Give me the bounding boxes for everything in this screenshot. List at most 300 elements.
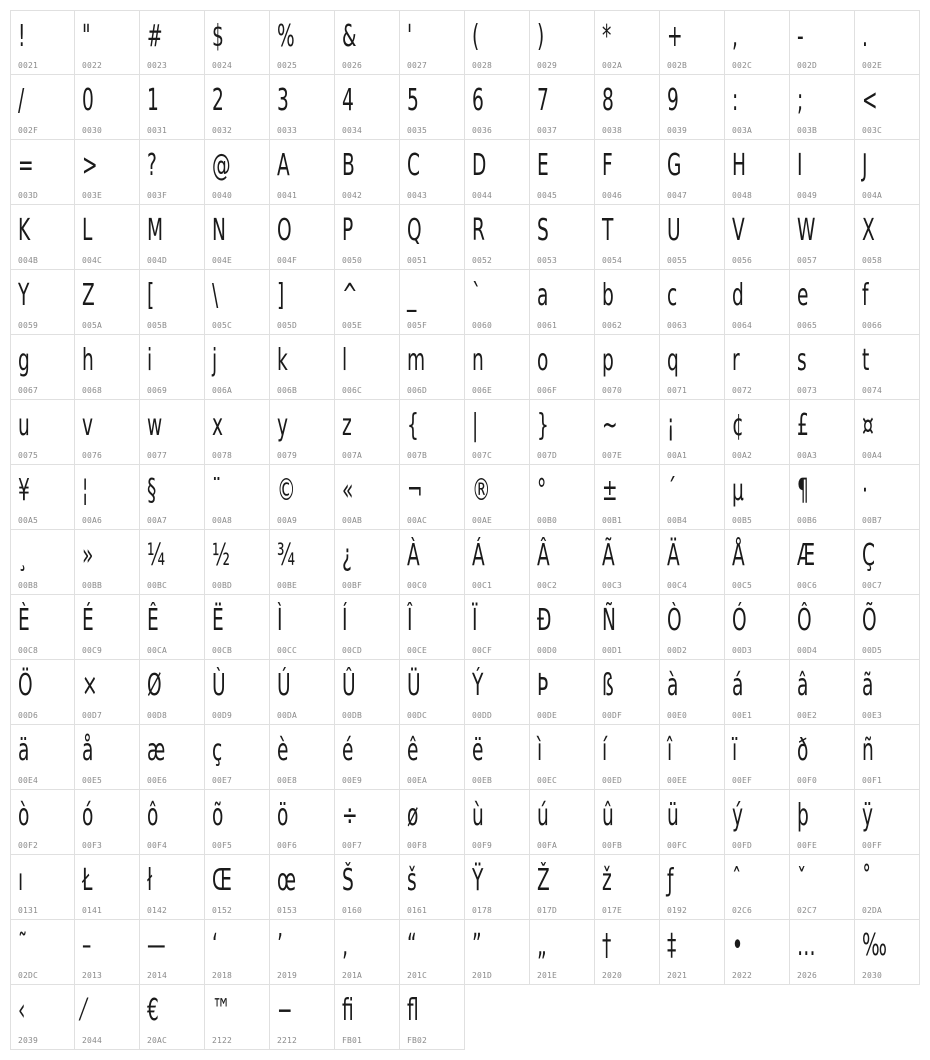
glyph-cell bbox=[595, 335, 660, 400]
glyph-code: 00B6 bbox=[797, 516, 818, 525]
glyph-char: 5 bbox=[407, 83, 419, 118]
glyph-code: 02C7 bbox=[797, 906, 818, 915]
glyph-cell bbox=[400, 400, 465, 465]
glyph-char: P bbox=[342, 213, 354, 248]
glyph-code: 00CA bbox=[147, 646, 168, 655]
glyph-cell bbox=[530, 335, 595, 400]
glyph-code: FB02 bbox=[407, 1036, 428, 1045]
glyph-code: 00A6 bbox=[82, 516, 103, 525]
glyph-code: 00EB bbox=[472, 776, 493, 785]
glyph-char: q bbox=[667, 343, 679, 378]
glyph-char: m bbox=[407, 343, 426, 378]
glyph-code: 00B7 bbox=[862, 516, 883, 525]
glyph-cell bbox=[140, 660, 205, 725]
glyph-cell bbox=[270, 400, 335, 465]
glyph-cell bbox=[465, 205, 530, 270]
glyph-code: 00D4 bbox=[797, 646, 818, 655]
glyph-grid bbox=[10, 10, 920, 1050]
glyph-char: ã bbox=[862, 668, 874, 703]
glyph-code: 0040 bbox=[212, 191, 233, 200]
glyph-char: û bbox=[602, 798, 614, 833]
glyph-char: Ô bbox=[797, 603, 812, 638]
glyph-code: 0066 bbox=[862, 321, 883, 330]
glyph-code: 00DE bbox=[537, 711, 558, 720]
glyph-cell bbox=[790, 140, 855, 205]
glyph-code: 00CD bbox=[342, 646, 363, 655]
glyph-code: 00B5 bbox=[732, 516, 753, 525]
glyph-code: 0060 bbox=[472, 321, 493, 330]
glyph-char: Œ bbox=[212, 863, 232, 898]
glyph-cell bbox=[595, 465, 660, 530]
glyph-code: 00BF bbox=[342, 581, 363, 590]
glyph-code: 00D9 bbox=[212, 711, 233, 720]
glyph-char: ž bbox=[602, 863, 612, 898]
glyph-char: … bbox=[797, 928, 816, 963]
glyph-code: 00B4 bbox=[667, 516, 688, 525]
glyph-code: 0052 bbox=[472, 256, 493, 265]
glyph-code: 2122 bbox=[212, 1036, 233, 1045]
glyph-cell bbox=[465, 920, 530, 985]
glyph-cell bbox=[595, 400, 660, 465]
glyph-code: 00E4 bbox=[18, 776, 39, 785]
glyph-char: $ bbox=[212, 19, 224, 54]
glyph-cell bbox=[75, 790, 140, 855]
glyph-code: 00C1 bbox=[472, 581, 493, 590]
glyph-cell bbox=[140, 725, 205, 790]
glyph-char: i bbox=[147, 343, 153, 378]
glyph-char: H bbox=[732, 148, 746, 183]
glyph-cell bbox=[530, 270, 595, 335]
glyph-char: õ bbox=[212, 798, 224, 833]
glyph-char: Ñ bbox=[602, 603, 616, 638]
glyph-cell bbox=[205, 335, 270, 400]
glyph-char: ⁄ bbox=[82, 993, 86, 1028]
glyph-cell bbox=[75, 465, 140, 530]
glyph-code: 00D1 bbox=[602, 646, 623, 655]
glyph-code: 006E bbox=[472, 386, 493, 395]
glyph-char: ± bbox=[602, 473, 618, 508]
glyph-char: ¡ bbox=[667, 408, 675, 443]
glyph-char: ˆ bbox=[732, 863, 742, 898]
glyph-code: 00EE bbox=[667, 776, 688, 785]
glyph-code: 00D2 bbox=[667, 646, 688, 655]
glyph-cell bbox=[595, 855, 660, 920]
glyph-code: 00E7 bbox=[212, 776, 233, 785]
glyph-cell bbox=[855, 140, 920, 205]
glyph-char: ¾ bbox=[277, 538, 296, 573]
glyph-cell bbox=[725, 530, 790, 595]
glyph-cell bbox=[75, 335, 140, 400]
glyph-char: K bbox=[18, 213, 31, 248]
glyph-cell bbox=[855, 75, 920, 140]
glyph-cell bbox=[465, 855, 530, 920]
glyph-code: 02C6 bbox=[732, 906, 753, 915]
glyph-char: f bbox=[862, 278, 869, 313]
glyph-char: ï bbox=[732, 733, 738, 768]
glyph-code: 0026 bbox=[342, 61, 363, 70]
glyph-code: 00FD bbox=[732, 841, 753, 850]
glyph-char: Ã bbox=[602, 538, 615, 573]
glyph-char: Á bbox=[472, 538, 485, 573]
glyph-cell bbox=[75, 920, 140, 985]
glyph-cell bbox=[140, 10, 205, 75]
glyph-code: 0029 bbox=[537, 61, 558, 70]
glyph-code: 004A bbox=[862, 191, 883, 200]
glyph-cell bbox=[855, 920, 920, 985]
glyph-code: 00C9 bbox=[82, 646, 103, 655]
glyph-code: 20AC bbox=[147, 1036, 168, 1045]
glyph-code: 003A bbox=[732, 126, 753, 135]
glyph-char: J bbox=[862, 148, 868, 183]
glyph-cell bbox=[790, 660, 855, 725]
glyph-cell bbox=[855, 205, 920, 270]
glyph-code: 005B bbox=[147, 321, 168, 330]
glyph-code: 00E2 bbox=[797, 711, 818, 720]
glyph-code: 006B bbox=[277, 386, 298, 395]
glyph-cell bbox=[400, 205, 465, 270]
glyph-char: ç bbox=[212, 733, 223, 768]
glyph-char: o bbox=[537, 343, 549, 378]
glyph-char: L bbox=[82, 213, 93, 248]
glyph-code: 007A bbox=[342, 451, 363, 460]
glyph-cell bbox=[530, 855, 595, 920]
glyph-char: ¢ bbox=[732, 408, 744, 443]
glyph-char: ˇ bbox=[797, 863, 807, 898]
glyph-char: * bbox=[602, 19, 612, 54]
glyph-code: 0075 bbox=[18, 451, 39, 460]
glyph-char: Å bbox=[732, 538, 745, 573]
glyph-cell bbox=[75, 660, 140, 725]
glyph-cell bbox=[140, 465, 205, 530]
glyph-char: z bbox=[342, 408, 352, 443]
glyph-char: Ø bbox=[147, 668, 162, 703]
glyph-code: 2044 bbox=[82, 1036, 103, 1045]
glyph-cell bbox=[400, 920, 465, 985]
glyph-char: Ï bbox=[472, 603, 478, 638]
glyph-code: 0079 bbox=[277, 451, 298, 460]
glyph-char: b bbox=[602, 278, 614, 313]
glyph-cell bbox=[205, 920, 270, 985]
glyph-char: ½ bbox=[212, 538, 231, 573]
glyph-char: ! bbox=[18, 19, 26, 54]
glyph-code: 00F3 bbox=[82, 841, 103, 850]
glyph-char: U bbox=[667, 213, 681, 248]
glyph-code: 2022 bbox=[732, 971, 753, 980]
glyph-code: 005A bbox=[82, 321, 103, 330]
glyph-cell bbox=[855, 595, 920, 660]
glyph-cell bbox=[725, 725, 790, 790]
glyph-cell bbox=[725, 10, 790, 75]
glyph-code: 00D8 bbox=[147, 711, 168, 720]
glyph-code: 00E6 bbox=[147, 776, 168, 785]
glyph-char: Â bbox=[537, 538, 550, 573]
glyph-cell bbox=[660, 140, 725, 205]
glyph-code: 0046 bbox=[602, 191, 623, 200]
glyph-cell bbox=[10, 205, 75, 270]
glyph-cell bbox=[790, 10, 855, 75]
glyph-char: é bbox=[342, 733, 354, 768]
glyph-cell bbox=[725, 335, 790, 400]
glyph-cell bbox=[270, 205, 335, 270]
glyph-char: ~ bbox=[602, 408, 618, 443]
glyph-char: à bbox=[667, 668, 679, 703]
glyph-char: j bbox=[212, 343, 218, 378]
glyph-char: § bbox=[147, 473, 157, 508]
glyph-cell bbox=[790, 205, 855, 270]
glyph-code: 0032 bbox=[212, 126, 233, 135]
glyph-cell bbox=[400, 465, 465, 530]
glyph-cell bbox=[205, 530, 270, 595]
glyph-char: # bbox=[147, 19, 163, 54]
glyph-code: 0062 bbox=[602, 321, 623, 330]
glyph-cell bbox=[530, 725, 595, 790]
glyph-char: Ì bbox=[277, 603, 283, 638]
glyph-cell bbox=[595, 205, 660, 270]
glyph-char: p bbox=[602, 343, 614, 378]
glyph-cell bbox=[530, 400, 595, 465]
glyph-cell bbox=[335, 205, 400, 270]
glyph-char: k bbox=[277, 343, 288, 378]
glyph-cell bbox=[400, 10, 465, 75]
glyph-cell bbox=[270, 595, 335, 660]
glyph-cell bbox=[335, 270, 400, 335]
glyph-code: 00AC bbox=[407, 516, 428, 525]
glyph-cell bbox=[10, 660, 75, 725]
glyph-char: ' bbox=[407, 19, 413, 54]
glyph-cell bbox=[335, 855, 400, 920]
glyph-cell bbox=[335, 465, 400, 530]
glyph-code: 00D7 bbox=[82, 711, 103, 720]
glyph-code: 00E3 bbox=[862, 711, 883, 720]
glyph-code: 00DA bbox=[277, 711, 298, 720]
glyph-cell bbox=[270, 790, 335, 855]
glyph-cell bbox=[725, 595, 790, 660]
glyph-char: V bbox=[732, 213, 745, 248]
glyph-cell bbox=[335, 75, 400, 140]
glyph-char: ” bbox=[472, 928, 482, 963]
glyph-char: Þ bbox=[537, 668, 549, 703]
glyph-code: 00B0 bbox=[537, 516, 558, 525]
glyph-code: 00B1 bbox=[602, 516, 623, 525]
glyph-cell bbox=[790, 465, 855, 530]
glyph-char: - bbox=[797, 19, 804, 54]
glyph-code: 0023 bbox=[147, 61, 168, 70]
glyph-char: T bbox=[602, 213, 614, 248]
glyph-char: ñ bbox=[862, 733, 874, 768]
glyph-code: 017D bbox=[537, 906, 558, 915]
glyph-code: 00DC bbox=[407, 711, 428, 720]
glyph-code: 0038 bbox=[602, 126, 623, 135]
glyph-char: ‹ bbox=[18, 993, 26, 1028]
glyph-code: 0027 bbox=[407, 61, 428, 70]
glyph-cell bbox=[140, 530, 205, 595]
glyph-code: 0034 bbox=[342, 126, 363, 135]
glyph-char: Î bbox=[407, 603, 413, 638]
glyph-code: 007C bbox=[472, 451, 493, 460]
glyph-cell bbox=[465, 140, 530, 205]
glyph-char: ö bbox=[277, 798, 289, 833]
glyph-code: 0053 bbox=[537, 256, 558, 265]
glyph-code: 0131 bbox=[18, 906, 39, 915]
glyph-char: † bbox=[602, 928, 612, 963]
glyph-code: 201E bbox=[537, 971, 558, 980]
glyph-cell bbox=[725, 660, 790, 725]
glyph-char: Ê bbox=[147, 603, 159, 638]
glyph-cell bbox=[270, 985, 335, 1050]
glyph-cell bbox=[465, 530, 530, 595]
glyph-char: ¦ bbox=[82, 473, 89, 508]
glyph-char: © bbox=[277, 473, 296, 508]
glyph-cell bbox=[660, 465, 725, 530]
glyph-char: å bbox=[82, 733, 94, 768]
glyph-char: Ö bbox=[18, 668, 33, 703]
glyph-code: 00E5 bbox=[82, 776, 103, 785]
glyph-code: 00EF bbox=[732, 776, 753, 785]
glyph-char: I bbox=[797, 148, 803, 183]
glyph-char: ÿ bbox=[862, 798, 874, 833]
glyph-code: 0071 bbox=[667, 386, 688, 395]
glyph-char: 9 bbox=[667, 83, 679, 118]
glyph-cell bbox=[10, 270, 75, 335]
glyph-code: 005D bbox=[277, 321, 298, 330]
glyph-char: d bbox=[732, 278, 744, 313]
glyph-char: 0 bbox=[82, 83, 94, 118]
glyph-code: 00F6 bbox=[277, 841, 298, 850]
glyph-cell bbox=[75, 270, 140, 335]
glyph-cell bbox=[205, 10, 270, 75]
glyph-char: ¸ bbox=[18, 538, 28, 573]
glyph-code: 0045 bbox=[537, 191, 558, 200]
glyph-char: t bbox=[862, 343, 870, 378]
glyph-char: E bbox=[537, 148, 549, 183]
glyph-cell bbox=[465, 270, 530, 335]
glyph-cell bbox=[595, 725, 660, 790]
glyph-cell bbox=[725, 140, 790, 205]
glyph-char: œ bbox=[277, 863, 297, 898]
glyph-char: G bbox=[667, 148, 682, 183]
glyph-char: c bbox=[667, 278, 678, 313]
glyph-char: ê bbox=[407, 733, 419, 768]
glyph-char: " bbox=[82, 19, 91, 54]
glyph-cell bbox=[400, 660, 465, 725]
glyph-code: 0069 bbox=[147, 386, 168, 395]
glyph-code: 00F9 bbox=[472, 841, 493, 850]
glyph-char: Ò bbox=[667, 603, 682, 638]
glyph-cell bbox=[270, 270, 335, 335]
glyph-char: O bbox=[277, 213, 292, 248]
glyph-code: 00D0 bbox=[537, 646, 558, 655]
glyph-code: 003B bbox=[797, 126, 818, 135]
glyph-char: Ú bbox=[277, 668, 291, 703]
glyph-cell bbox=[855, 10, 920, 75]
glyph-char: _ bbox=[407, 278, 417, 313]
glyph-char: « bbox=[342, 473, 354, 508]
glyph-cell bbox=[595, 530, 660, 595]
glyph-cell bbox=[790, 595, 855, 660]
glyph-code: 003F bbox=[147, 191, 168, 200]
glyph-code: 00D6 bbox=[18, 711, 39, 720]
glyph-char: ð bbox=[797, 733, 809, 768]
glyph-cell bbox=[660, 270, 725, 335]
glyph-code: 0064 bbox=[732, 321, 753, 330]
glyph-code: 005F bbox=[407, 321, 428, 330]
glyph-cell bbox=[660, 10, 725, 75]
glyph-code: 0050 bbox=[342, 256, 363, 265]
glyph-cell bbox=[335, 920, 400, 985]
glyph-char: Ç bbox=[862, 538, 875, 573]
glyph-cell bbox=[530, 920, 595, 985]
glyph-code: 00DB bbox=[342, 711, 363, 720]
glyph-char: ﬁ bbox=[342, 993, 354, 1028]
glyph-char: M bbox=[147, 213, 164, 248]
glyph-cell bbox=[75, 595, 140, 660]
glyph-char: ý bbox=[732, 798, 744, 833]
glyph-cell bbox=[10, 10, 75, 75]
glyph-code: 00A3 bbox=[797, 451, 818, 460]
glyph-code: 201D bbox=[472, 971, 493, 980]
glyph-char: Í bbox=[342, 603, 348, 638]
glyph-code: 00C3 bbox=[602, 581, 623, 590]
glyph-char: ) bbox=[537, 19, 545, 54]
glyph-char: . bbox=[862, 19, 868, 54]
glyph-cell bbox=[530, 140, 595, 205]
glyph-cell bbox=[725, 920, 790, 985]
glyph-cell bbox=[140, 595, 205, 660]
glyph-cell bbox=[270, 140, 335, 205]
glyph-code: 00D3 bbox=[732, 646, 753, 655]
glyph-cell bbox=[855, 855, 920, 920]
glyph-code: 006A bbox=[212, 386, 233, 395]
glyph-code: 0048 bbox=[732, 191, 753, 200]
glyph-cell bbox=[205, 140, 270, 205]
glyph-cell bbox=[400, 335, 465, 400]
glyph-char: 4 bbox=[342, 83, 354, 118]
glyph-code: 0141 bbox=[82, 906, 103, 915]
glyph-code: 0161 bbox=[407, 906, 428, 915]
glyph-cell bbox=[270, 335, 335, 400]
glyph-char: ¶ bbox=[797, 473, 809, 508]
glyph-code: 004D bbox=[147, 256, 168, 265]
glyph-char: × bbox=[82, 668, 98, 703]
glyph-cell bbox=[140, 270, 205, 335]
glyph-code: 0078 bbox=[212, 451, 233, 460]
glyph-char: ó bbox=[82, 798, 94, 833]
glyph-cell bbox=[10, 855, 75, 920]
glyph-code: 0047 bbox=[667, 191, 688, 200]
glyph-char: y bbox=[277, 408, 289, 443]
glyph-char: ] bbox=[277, 278, 285, 313]
glyph-char: Ë bbox=[212, 603, 224, 638]
glyph-char: • bbox=[732, 928, 743, 963]
glyph-cell bbox=[75, 725, 140, 790]
glyph-char: ‡ bbox=[667, 928, 677, 963]
glyph-char: £ bbox=[797, 408, 809, 443]
glyph-code: 2212 bbox=[277, 1036, 298, 1045]
glyph-cell bbox=[335, 595, 400, 660]
glyph-code: 0056 bbox=[732, 256, 753, 265]
glyph-cell bbox=[595, 140, 660, 205]
glyph-cell bbox=[465, 595, 530, 660]
glyph-cell bbox=[465, 75, 530, 140]
glyph-cell bbox=[205, 400, 270, 465]
glyph-char: Û bbox=[342, 668, 356, 703]
glyph-char: ı bbox=[18, 863, 24, 898]
glyph-char: ú bbox=[537, 798, 549, 833]
glyph-code: 002D bbox=[797, 61, 818, 70]
glyph-code: 2021 bbox=[667, 971, 688, 980]
glyph-cell bbox=[790, 75, 855, 140]
glyph-char: á bbox=[732, 668, 744, 703]
